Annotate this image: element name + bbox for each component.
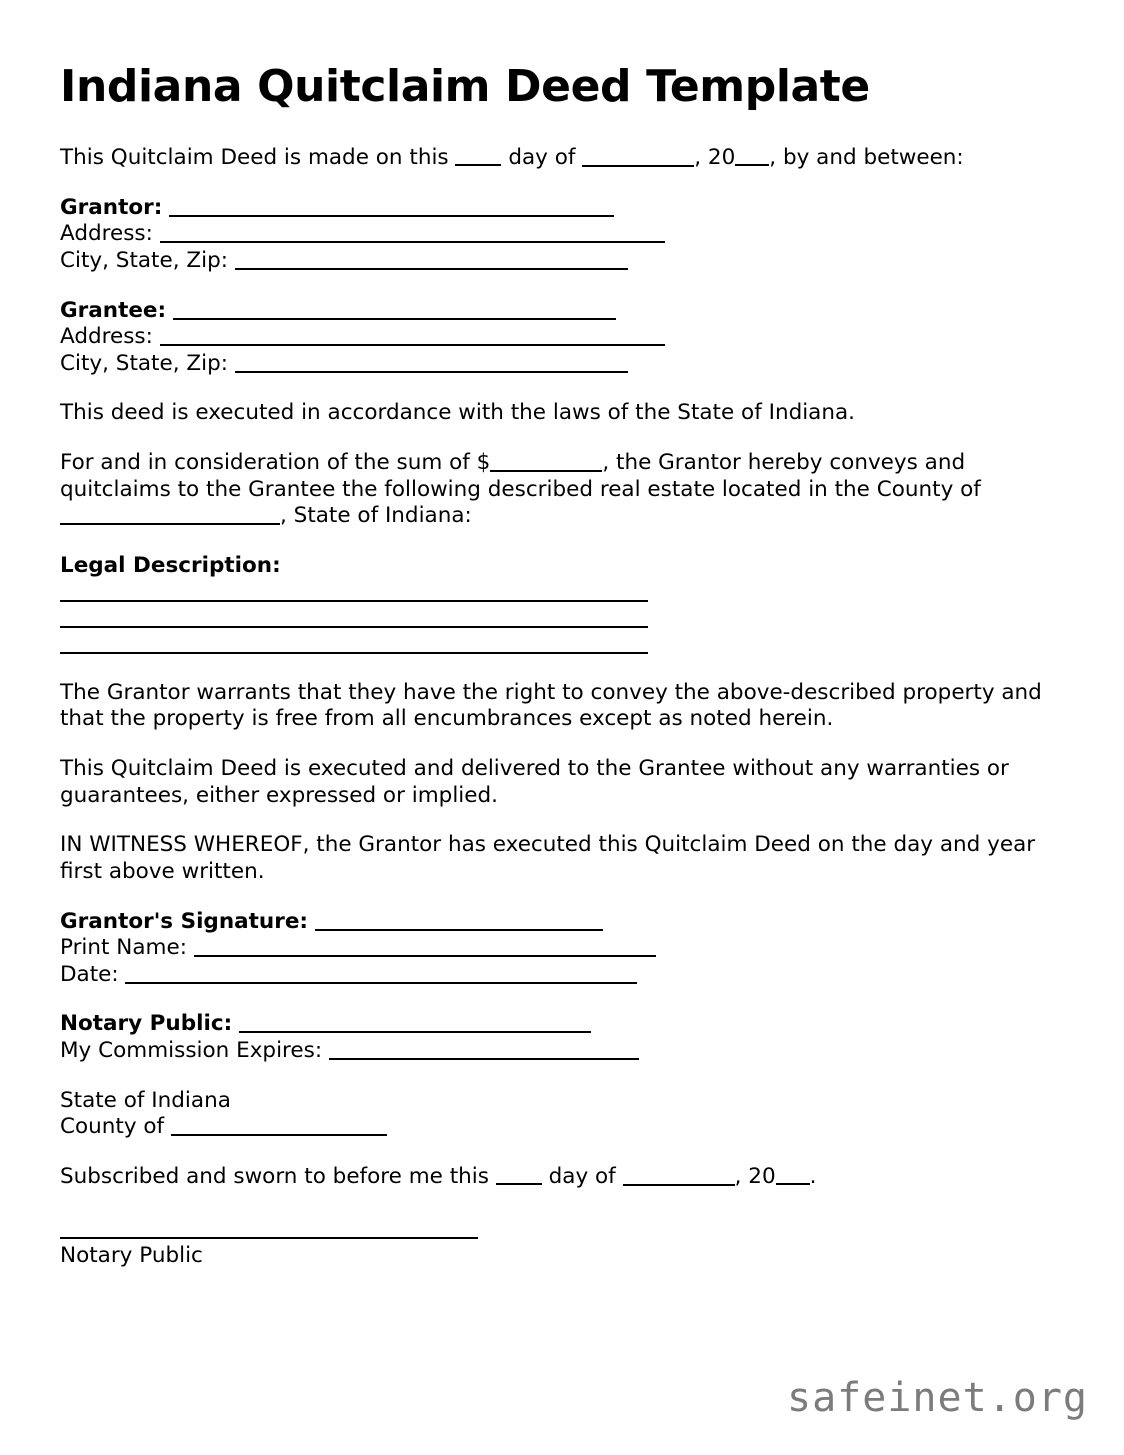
no-warranty-clause: This Quitclaim Deed is executed and delivered to the Grantee without any warranties or guarantees, either expressed or implied. [60, 756, 1009, 808]
page-title: Indiana Quitclaim Deed Template [60, 61, 870, 112]
grantee-city-blank [235, 356, 628, 373]
grantor-date-blank [125, 967, 637, 984]
sworn-month-blank [623, 1169, 735, 1186]
notary-block [60, 1011, 1064, 1064]
intro-year-blank [735, 151, 769, 166]
sworn-statement [60, 1164, 1060, 1191]
grantor-address-blank [160, 226, 665, 243]
intro-text-part1: This Quitclaim Deed is made on this [60, 145, 449, 171]
consideration-text-part2: , the Grantor hereby conveys and quitclaims to the Grantee the following described real estate located in the County of [60, 449, 981, 502]
grantee-address-row [60, 324, 1064, 351]
commission-expires-label: My Commission Expires: [60, 1037, 323, 1063]
venue-block [60, 1088, 1064, 1141]
notary-public-label: Notary Public: [60, 1011, 233, 1037]
notary-signature-caption: Notary Public [60, 1243, 203, 1269]
grantor-name-row [60, 195, 1064, 222]
consideration-paragraph [60, 450, 1060, 530]
commission-expires-row [60, 1038, 1064, 1065]
consideration-county-blank [60, 508, 280, 525]
site-watermark: safeinet.org [787, 1375, 1088, 1421]
document-body [60, 62, 1064, 1269]
grantor-date-label: Date: [60, 961, 119, 987]
county-row [60, 1114, 1064, 1141]
grantee-address-blank [160, 329, 665, 346]
grantor-address-row [60, 221, 1064, 248]
sworn-year-blank [776, 1170, 810, 1185]
commission-expires-blank [329, 1043, 639, 1060]
intro-text-part4: , by and between: [769, 145, 964, 171]
intro-text-part2: day of [508, 145, 576, 171]
grantor-address-label: Address: [60, 221, 153, 247]
grantee-city-label: City, State, Zip: [60, 350, 228, 376]
grantor-signature-label: Grantor's Signature: [60, 908, 309, 934]
witness-clause: IN WITNESS WHEREOF, the Grantor has executed this Quitclaim Deed on the day and year first above written. [60, 832, 1036, 885]
intro-day-blank [455, 151, 501, 166]
consideration-text-part1: For and in consideration of the sum of $ [60, 449, 491, 475]
grantor-signature-row [60, 909, 1064, 936]
notary-signature-line [60, 1237, 478, 1239]
legal-description-line [60, 600, 648, 602]
consideration-text-part3: , State of Indiana: [280, 503, 472, 529]
sworn-text-part1: Subscribed and sworn to before me this [60, 1163, 489, 1189]
grantor-date-row [60, 962, 1064, 989]
intro-paragraph [60, 145, 1060, 172]
intro-month-blank [582, 150, 694, 167]
sworn-text-part3: , 20 [734, 1163, 776, 1189]
legal-description-line [60, 626, 648, 628]
grantor-print-name-row [60, 935, 1064, 962]
grantor-name-label: Grantor: [60, 194, 163, 220]
grantor-print-name-blank [194, 940, 656, 957]
grantor-city-row [60, 248, 1064, 275]
sworn-text-part2: day of [548, 1163, 616, 1189]
consideration-amount-blank [490, 455, 602, 472]
state-law-clause: This deed is executed in accordance with the laws of the State of Indiana. [60, 400, 855, 426]
grantor-block [60, 195, 1064, 275]
notary-public-blank [239, 1016, 591, 1033]
grantee-block [60, 298, 1064, 378]
grantee-name-label: Grantee: [60, 297, 167, 323]
grantee-address-label: Address: [60, 324, 153, 350]
grantee-city-row [60, 351, 1064, 378]
notary-signature-area [60, 1237, 1064, 1269]
intro-text-part3: , 20 [694, 145, 736, 171]
grantor-city-label: City, State, Zip: [60, 248, 228, 274]
grantee-name-blank [173, 303, 616, 320]
county-label: County of [60, 1114, 165, 1140]
county-blank [171, 1119, 387, 1136]
legal-description-line [60, 652, 648, 654]
state-line: State of Indiana [60, 1087, 231, 1113]
legal-description-heading: Legal Description: [60, 552, 281, 578]
legal-description-lines [60, 600, 1064, 654]
grantor-signature-block [60, 909, 1064, 989]
notary-public-row [60, 1011, 1064, 1038]
sworn-day-blank [496, 1170, 542, 1185]
sworn-text-part4: . [809, 1163, 817, 1189]
grantor-name-blank [169, 200, 614, 217]
grantor-print-name-label: Print Name: [60, 935, 187, 961]
grantor-city-blank [235, 253, 628, 270]
warranty-clause: The Grantor warrants that they have the right to convey the above-described property and that the property is free from all encumbrances except as noted herein. [60, 679, 1042, 732]
grantee-name-row [60, 298, 1064, 325]
grantor-signature-blank [315, 914, 603, 931]
